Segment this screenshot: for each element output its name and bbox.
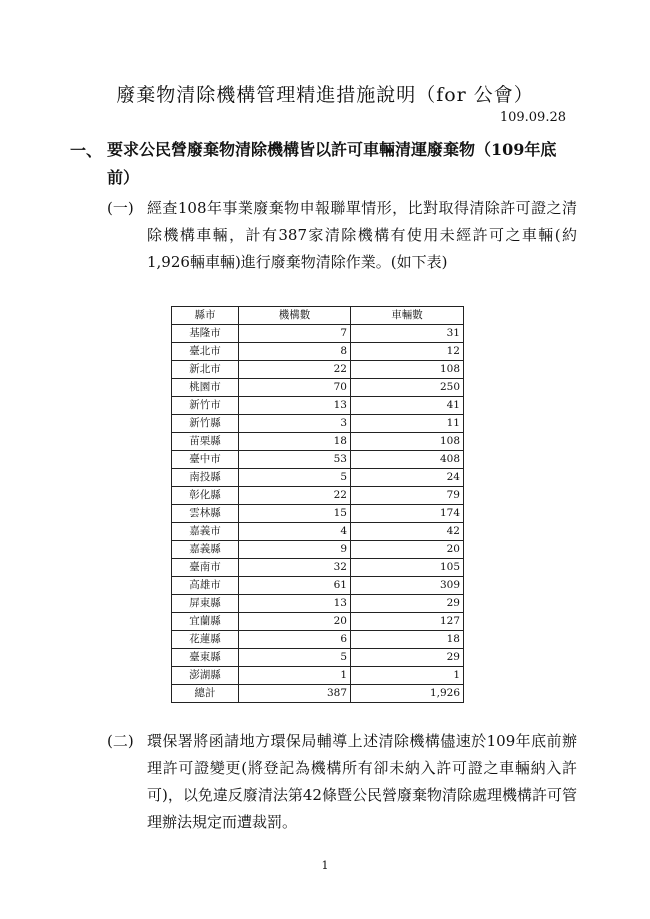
cell-institutions: 22 bbox=[239, 487, 351, 505]
table-row bbox=[172, 667, 464, 685]
section-heading: 要求公民營廢棄物清除機構皆以許可車輛清運廢棄物（109年底前） bbox=[107, 140, 557, 187]
table-row bbox=[172, 523, 464, 541]
table-header-row bbox=[172, 307, 464, 325]
header-vehicles: 車輛數 bbox=[351, 307, 464, 325]
cell-county: 基隆市 bbox=[172, 325, 239, 343]
table-row bbox=[172, 433, 464, 451]
cell-county: 臺北市 bbox=[172, 343, 239, 361]
header-county: 縣市 bbox=[172, 307, 239, 325]
cell-vehicles: 79 bbox=[351, 487, 464, 505]
cell-county: 臺東縣 bbox=[172, 649, 239, 667]
table-row bbox=[172, 595, 464, 613]
cell-vehicles: 42 bbox=[351, 523, 464, 541]
cell-institutions: 3 bbox=[239, 415, 351, 433]
paragraph-2-marker: (二) bbox=[107, 732, 134, 750]
cell-institutions: 22 bbox=[239, 361, 351, 379]
cell-vehicles: 1 bbox=[351, 667, 464, 685]
cell-institutions: 15 bbox=[239, 505, 351, 523]
table-row bbox=[172, 487, 464, 505]
cell-institutions: 18 bbox=[239, 433, 351, 451]
cell-county: 新北市 bbox=[172, 361, 239, 379]
cell-vehicles: 108 bbox=[351, 433, 464, 451]
table-row bbox=[172, 577, 464, 595]
cell-vehicles: 12 bbox=[351, 343, 464, 361]
cell-institutions: 9 bbox=[239, 541, 351, 559]
cell-vehicles: 11 bbox=[351, 415, 464, 433]
table-body bbox=[172, 325, 464, 703]
table-row bbox=[172, 631, 464, 649]
cell-vehicles: 20 bbox=[351, 541, 464, 559]
cell-institutions: 387 bbox=[239, 685, 351, 703]
cell-institutions: 32 bbox=[239, 559, 351, 577]
cell-county: 花蓮縣 bbox=[172, 631, 239, 649]
table-row bbox=[172, 343, 464, 361]
cell-vehicles: 1,926 bbox=[351, 685, 464, 703]
cell-vehicles: 250 bbox=[351, 379, 464, 397]
cell-vehicles: 105 bbox=[351, 559, 464, 577]
table-row bbox=[172, 469, 464, 487]
table-row bbox=[172, 559, 464, 577]
table-row bbox=[172, 325, 464, 343]
cell-county: 雲林縣 bbox=[172, 505, 239, 523]
table-row bbox=[172, 361, 464, 379]
cell-county: 臺中市 bbox=[172, 451, 239, 469]
cell-institutions: 7 bbox=[239, 325, 351, 343]
table-row bbox=[172, 541, 464, 559]
cell-county: 嘉義市 bbox=[172, 523, 239, 541]
table-row bbox=[172, 613, 464, 631]
cell-institutions: 53 bbox=[239, 451, 351, 469]
cell-vehicles: 408 bbox=[351, 451, 464, 469]
cell-county: 新竹市 bbox=[172, 397, 239, 415]
cell-vehicles: 41 bbox=[351, 397, 464, 415]
vehicle-table bbox=[171, 306, 464, 703]
paragraph-2 bbox=[107, 728, 577, 838]
document-title: 廢棄物清除機構管理精進措施說明（for 公會） bbox=[116, 84, 534, 106]
cell-county: 南投縣 bbox=[172, 469, 239, 487]
cell-vehicles: 29 bbox=[351, 649, 464, 667]
cell-vehicles: 174 bbox=[351, 505, 464, 523]
cell-institutions: 13 bbox=[239, 397, 351, 415]
cell-institutions: 5 bbox=[239, 649, 351, 667]
cell-county: 新竹縣 bbox=[172, 415, 239, 433]
cell-county: 苗栗縣 bbox=[172, 433, 239, 451]
table-row bbox=[172, 649, 464, 667]
cell-vehicles: 108 bbox=[351, 361, 464, 379]
table-row bbox=[172, 379, 464, 397]
document-date: 109.09.28 bbox=[499, 110, 566, 125]
cell-institutions: 20 bbox=[239, 613, 351, 631]
cell-institutions: 8 bbox=[239, 343, 351, 361]
cell-county: 彰化縣 bbox=[172, 487, 239, 505]
page-number: 1 bbox=[321, 859, 329, 872]
cell-institutions: 1 bbox=[239, 667, 351, 685]
cell-institutions: 13 bbox=[239, 595, 351, 613]
cell-county: 高雄市 bbox=[172, 577, 239, 595]
table-row bbox=[172, 451, 464, 469]
cell-county: 澎湖縣 bbox=[172, 667, 239, 685]
cell-vehicles: 309 bbox=[351, 577, 464, 595]
cell-vehicles: 29 bbox=[351, 595, 464, 613]
cell-institutions: 4 bbox=[239, 523, 351, 541]
table-total-row bbox=[172, 685, 464, 703]
cell-institutions: 61 bbox=[239, 577, 351, 595]
cell-institutions: 70 bbox=[239, 379, 351, 397]
header-institutions: 機構數 bbox=[239, 307, 351, 325]
cell-county: 總計 bbox=[172, 685, 239, 703]
cell-vehicles: 18 bbox=[351, 631, 464, 649]
cell-institutions: 6 bbox=[239, 631, 351, 649]
cell-county: 宜蘭縣 bbox=[172, 613, 239, 631]
cell-county: 桃園市 bbox=[172, 379, 239, 397]
table-row bbox=[172, 505, 464, 523]
cell-vehicles: 24 bbox=[351, 469, 464, 487]
cell-vehicles: 31 bbox=[351, 325, 464, 343]
cell-county: 屏東縣 bbox=[172, 595, 239, 613]
paragraph-1-text: 經查108年事業廢棄物申報聯單情形，比對取得清除許可證之清除機構車輛，計有387家清除機構有使用未經許可之車輛(約1,926輛車輛)進行廢棄物清除作業。(如下表) bbox=[147, 199, 577, 271]
cell-county: 嘉義縣 bbox=[172, 541, 239, 559]
cell-vehicles: 127 bbox=[351, 613, 464, 631]
cell-institutions: 5 bbox=[239, 469, 351, 487]
paragraph-1 bbox=[107, 195, 577, 305]
table-row bbox=[172, 397, 464, 415]
table-row bbox=[172, 415, 464, 433]
section-number: 一、 bbox=[70, 141, 103, 160]
cell-county: 臺南市 bbox=[172, 559, 239, 577]
paragraph-1-marker: (一) bbox=[107, 199, 134, 217]
paragraph-2-text: 環保署將函請地方環保局輔導上述清除機構儘速於109年底前辦理許可證變更(將登記為機構所有卻未納入許可證之車輛納入許可)，以免違反廢清法第42條暨公民營廢棄物清除處理機構許可管理辦法規定而遭裁罰。 bbox=[147, 732, 577, 831]
